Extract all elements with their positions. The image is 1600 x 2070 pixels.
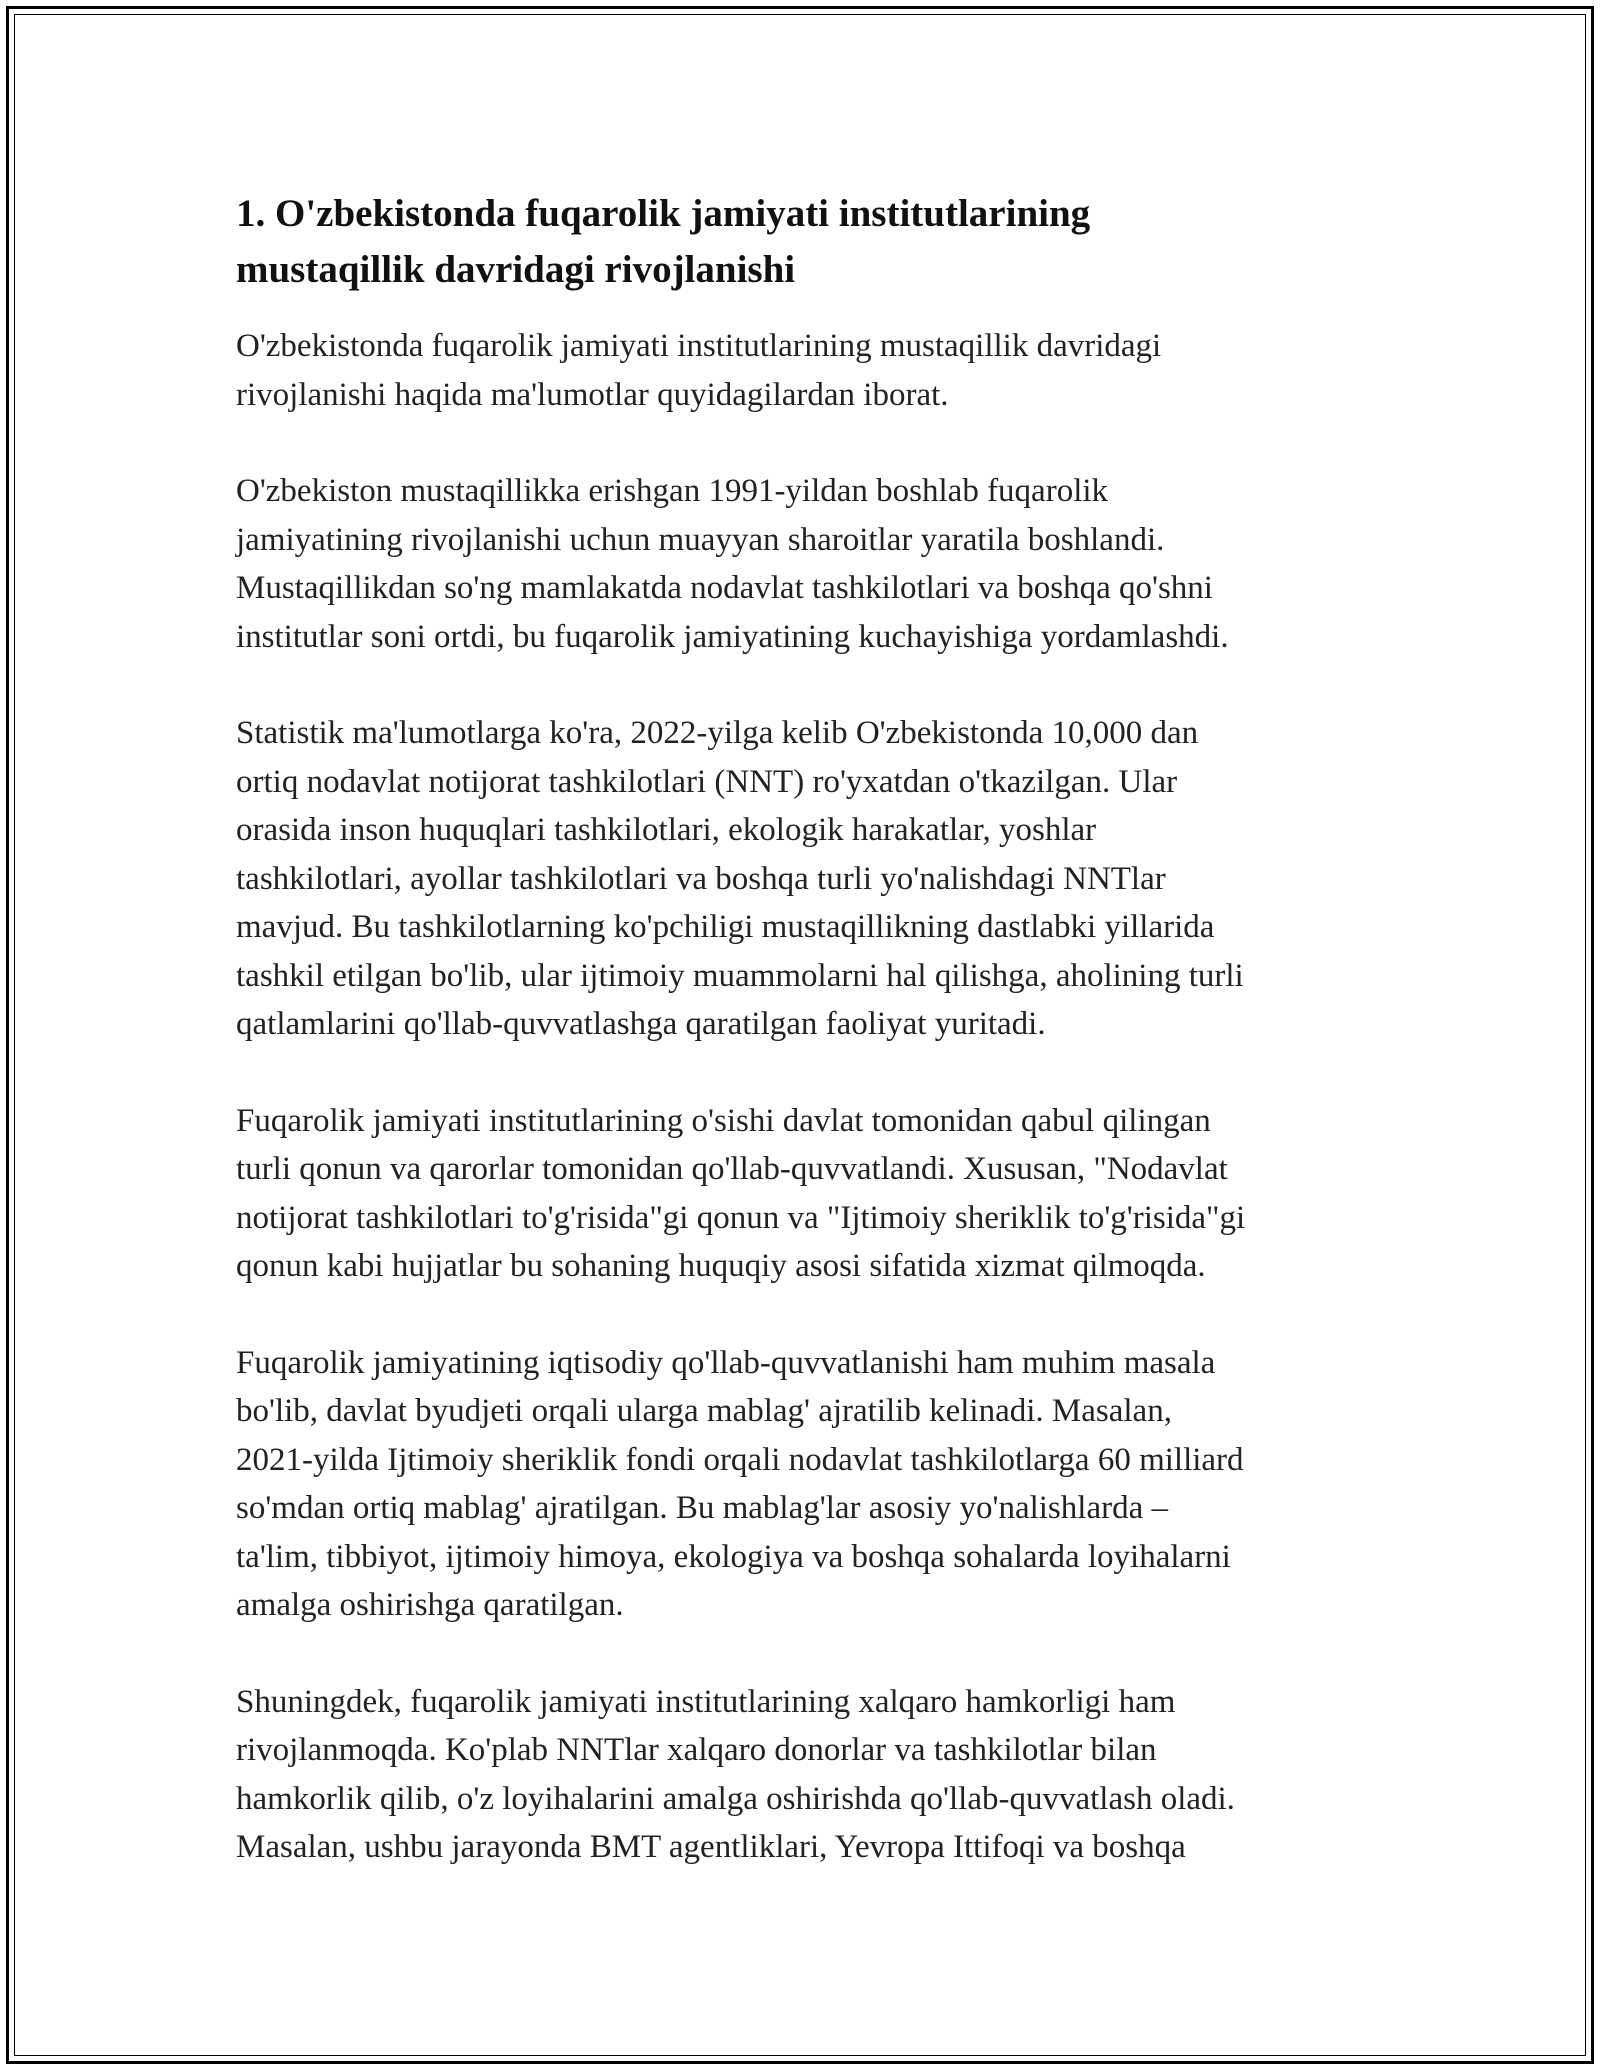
paragraph-line: qatlamlarini qo'llab-quvvatlashga qaratilgan faoliyat yuritadi. xyxy=(236,1006,1046,1042)
paragraph-line: rivojlanishi haqida ma'lumotlar quyidagilardan iborat. xyxy=(236,376,949,413)
paragraph xyxy=(236,1339,1366,1630)
paragraph-line: tashkil etilgan bo'lib, ular ijtimoiy muammolarni hal qilishga, aholining turli xyxy=(236,957,1244,994)
paragraph-line: tashkilotlari, ayollar tashkilotlari va boshqa turli yo'nalishdagi NNTlar xyxy=(236,860,1166,897)
paragraph-line: institutlar soni ortdi, bu fuqarolik jamiyatining kuchayishiga yordamlashdi. xyxy=(236,618,1229,655)
paragraph-line: so'mdan ortiq mablag' ajratilgan. Bu mablag'lar asosiy yo'nalishlarda – xyxy=(236,1490,1168,1526)
paragraph-line: O'zbekistonda fuqarolik jamiyati institutlarining mustaqillik davridagi xyxy=(236,328,1162,364)
paragraph-line: turli qonun va qarorlar tomonidan qo'llab-quvvatlandi. Xususan, "Nodavlat xyxy=(236,1151,1228,1187)
title-line: mustaqillik davridagi rivojlanishi xyxy=(236,248,796,291)
paragraph-line: ta'lim, tibbiyot, ijtimoiy himoya, ekologiya va boshqa sohalarda loyihalarni xyxy=(236,1538,1231,1575)
paragraph-line: hamkorlik qilib, o'z loyihalarini amalga oshirishda qo'llab-quvvatlash oladi. xyxy=(236,1780,1235,1817)
paragraph-line: notijorat tashkilotlari to'g'risida"gi qonun va "Ijtimoiy sheriklik to'g'risida"gi xyxy=(236,1199,1246,1236)
paragraph-line: mavjud. Bu tashkilotlarning ko'pchiligi mustaqillikning dastlabki yillarida xyxy=(236,909,1215,945)
title-line: 1. O'zbekistonda fuqarolik jamiyati institutlarining xyxy=(236,192,1091,235)
paragraph-line: 2021-yilda Ijtimoiy sheriklik fondi orqali nodavlat tashkilotlarga 60 milliard xyxy=(236,1441,1244,1478)
paragraph-line: Shuningdek, fuqarolik jamiyati institutlarining xalqaro hamkorligi ham xyxy=(236,1683,1176,1720)
paragraph-list xyxy=(236,322,1366,1872)
paragraph-line: amalga oshirishga qaratilgan. xyxy=(236,1587,624,1623)
paragraph xyxy=(236,467,1366,661)
paragraph-line: qonun kabi hujjatlar bu sohaning huquqiy asosi sifatida xizmat qilmoqda. xyxy=(236,1248,1206,1284)
paragraph-line: O'zbekiston mustaqillikka erishgan 1991-yildan boshlab fuqarolik xyxy=(236,473,1109,509)
document-title xyxy=(236,186,1366,298)
paragraph-line: jamiyatining rivojlanishi uchun muayyan sharoitlar yaratila boshlandi. xyxy=(236,521,1165,558)
document-body xyxy=(236,186,1366,1920)
paragraph-line: Fuqarolik jamiyati institutlarining o'sishi davlat tomonidan qabul qilingan xyxy=(236,1102,1211,1139)
paragraph xyxy=(236,1678,1366,1872)
paragraph-line: Statistik ma'lumotlarga ko'ra, 2022-yilga kelib O'zbekistonda 10,000 dan xyxy=(236,715,1199,751)
paragraph xyxy=(236,1097,1366,1291)
paragraph-line: Masalan, ushbu jarayonda BMT agentliklari, Yevropa Ittifoqi va boshqa xyxy=(236,1829,1186,1865)
paragraph-line: rivojlanmoqda. Ko'plab NNTlar xalqaro donorlar va tashkilotlar bilan xyxy=(236,1732,1157,1768)
paragraph xyxy=(236,709,1366,1049)
paragraph-line: Mustaqillikdan so'ng mamlakatda nodavlat tashkilotlari va boshqa qo'shni xyxy=(236,570,1213,606)
paragraph-line: orasida inson huquqlari tashkilotlari, ekologik harakatlar, yoshlar xyxy=(236,812,1097,848)
paragraph-line: bo'lib, davlat byudjeti orqali ularga mablag' ajratilib kelinadi. Masalan, xyxy=(236,1393,1172,1429)
paragraph xyxy=(236,322,1366,419)
paragraph-line: ortiq nodavlat notijorat tashkilotlari (NNT) ro'yxatdan o'tkazilgan. Ular xyxy=(236,763,1178,800)
paragraph-line: Fuqarolik jamiyatining iqtisodiy qo'llab-quvvatlanishi ham muhim masala xyxy=(236,1344,1216,1381)
